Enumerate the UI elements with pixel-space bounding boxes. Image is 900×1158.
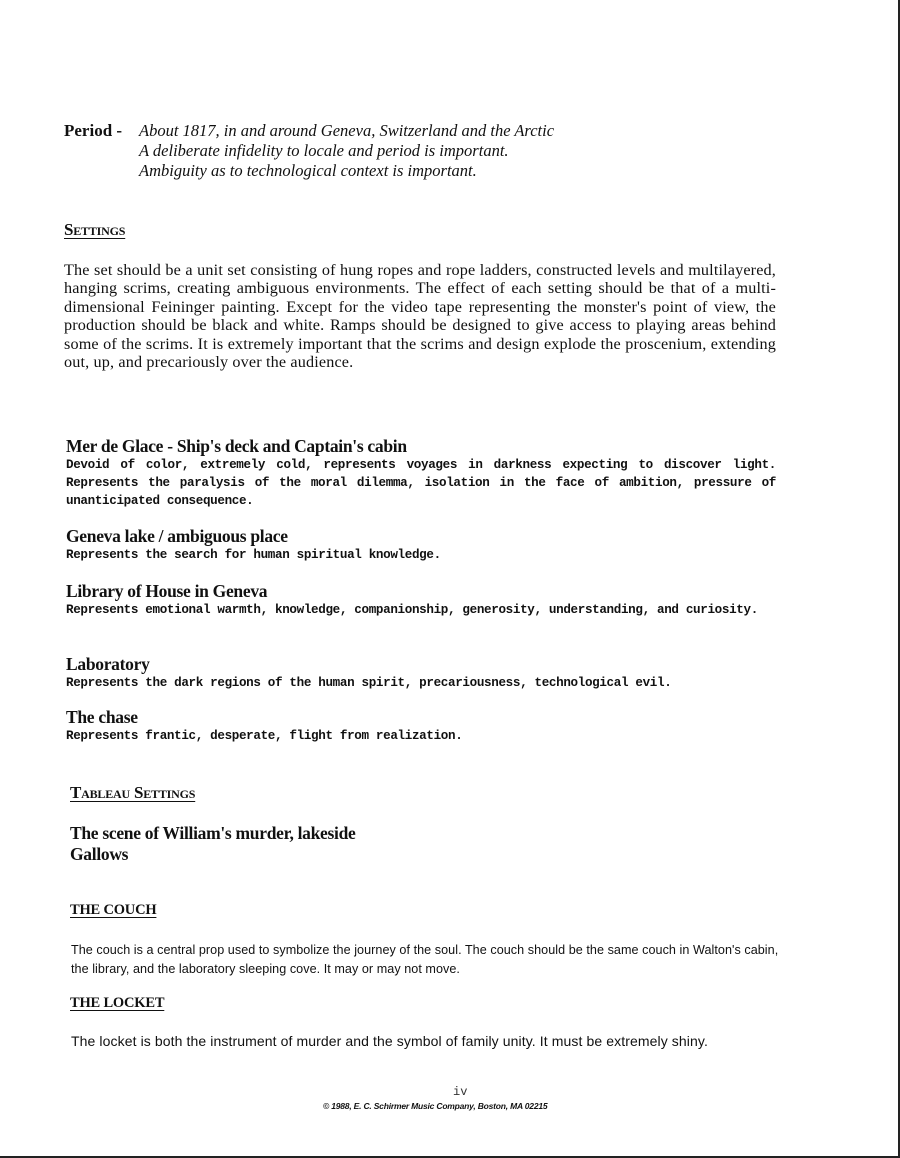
setting-item-the-chase xyxy=(66,707,776,745)
setting-description: Represents the dark regions of the human spirit, precariousness, technological evil. xyxy=(66,676,672,690)
setting-item-mer-de-glace xyxy=(66,436,776,510)
setting-title: Geneva lake / ambiguous place xyxy=(66,526,288,546)
couch-heading: THE COUCH xyxy=(70,902,157,918)
setting-title: Laboratory xyxy=(66,654,150,674)
setting-title: Library of House in Geneva xyxy=(66,581,268,601)
period-line: About 1817, in and around Geneva, Switzerland and the Arctic xyxy=(139,121,555,140)
setting-description: Represents the search for human spiritual knowledge. xyxy=(66,548,441,562)
tableau-list xyxy=(70,823,355,865)
setting-item-geneva-lake xyxy=(66,526,776,564)
page-number: iv xyxy=(453,1085,468,1099)
settings-heading: Settings xyxy=(64,220,126,239)
period-line: A deliberate infidelity to locale and period is important. xyxy=(139,141,509,160)
period-line: Ambiguity as to technological context is important. xyxy=(139,161,477,180)
copyright-notice: © 1988, E. C. Schirmer Music Company, Boston, MA 02215 xyxy=(323,1101,548,1111)
setting-description: Represents emotional warmth, knowledge, companionship, generosity, understanding, and curiosity. xyxy=(66,603,758,617)
setting-title: Mer de Glace - Ship's deck and Captain's cabin xyxy=(66,436,407,456)
setting-description: Devoid of color, extremely cold, represents voyages in darkness expecting to discover light. Represents the paralysis of the moral dilemma, isolation in the face of ambition, pressure of unanticipated consequence. xyxy=(66,458,776,508)
tableau-settings-heading: Tableau Settings xyxy=(70,783,196,802)
locket-paragraph: The locket is both the instrument of murder and the symbol of family unity. It must be extremely shiny. xyxy=(71,1033,708,1049)
setting-item-library xyxy=(66,581,776,619)
setting-title: The chase xyxy=(66,707,138,727)
period-lines xyxy=(139,121,554,181)
tableau-item: Gallows xyxy=(70,844,129,864)
tableau-item: The scene of William's murder, lakeside xyxy=(70,823,356,843)
setting-item-laboratory xyxy=(66,654,776,692)
settings-paragraph: The set should be a unit set consisting of hung ropes and rope ladders, constructed levels and multilayered, hanging scrims, creating ambiguous environments. The effect of each setting should be that of a multi-dimensional Feininger painting. Except for the video tape representing the monster's point of view, the production should be black and white. Ramps should be designed to give access to playing areas behind some of the scrims. It is extremely important that the scrims and design explode the proscenium, extending out, up, and precariously over the audience. xyxy=(64,261,776,372)
locket-heading: THE LOCKET xyxy=(70,995,165,1011)
couch-paragraph: The couch is a central prop used to symbolize the journey of the soul. The couch should be the same couch in Walton's cabin, the library, and the laboratory sleeping cove. It may or may not move. xyxy=(71,943,779,976)
period-label: Period - xyxy=(64,121,123,140)
setting-description: Represents frantic, desperate, flight from realization. xyxy=(66,729,463,743)
